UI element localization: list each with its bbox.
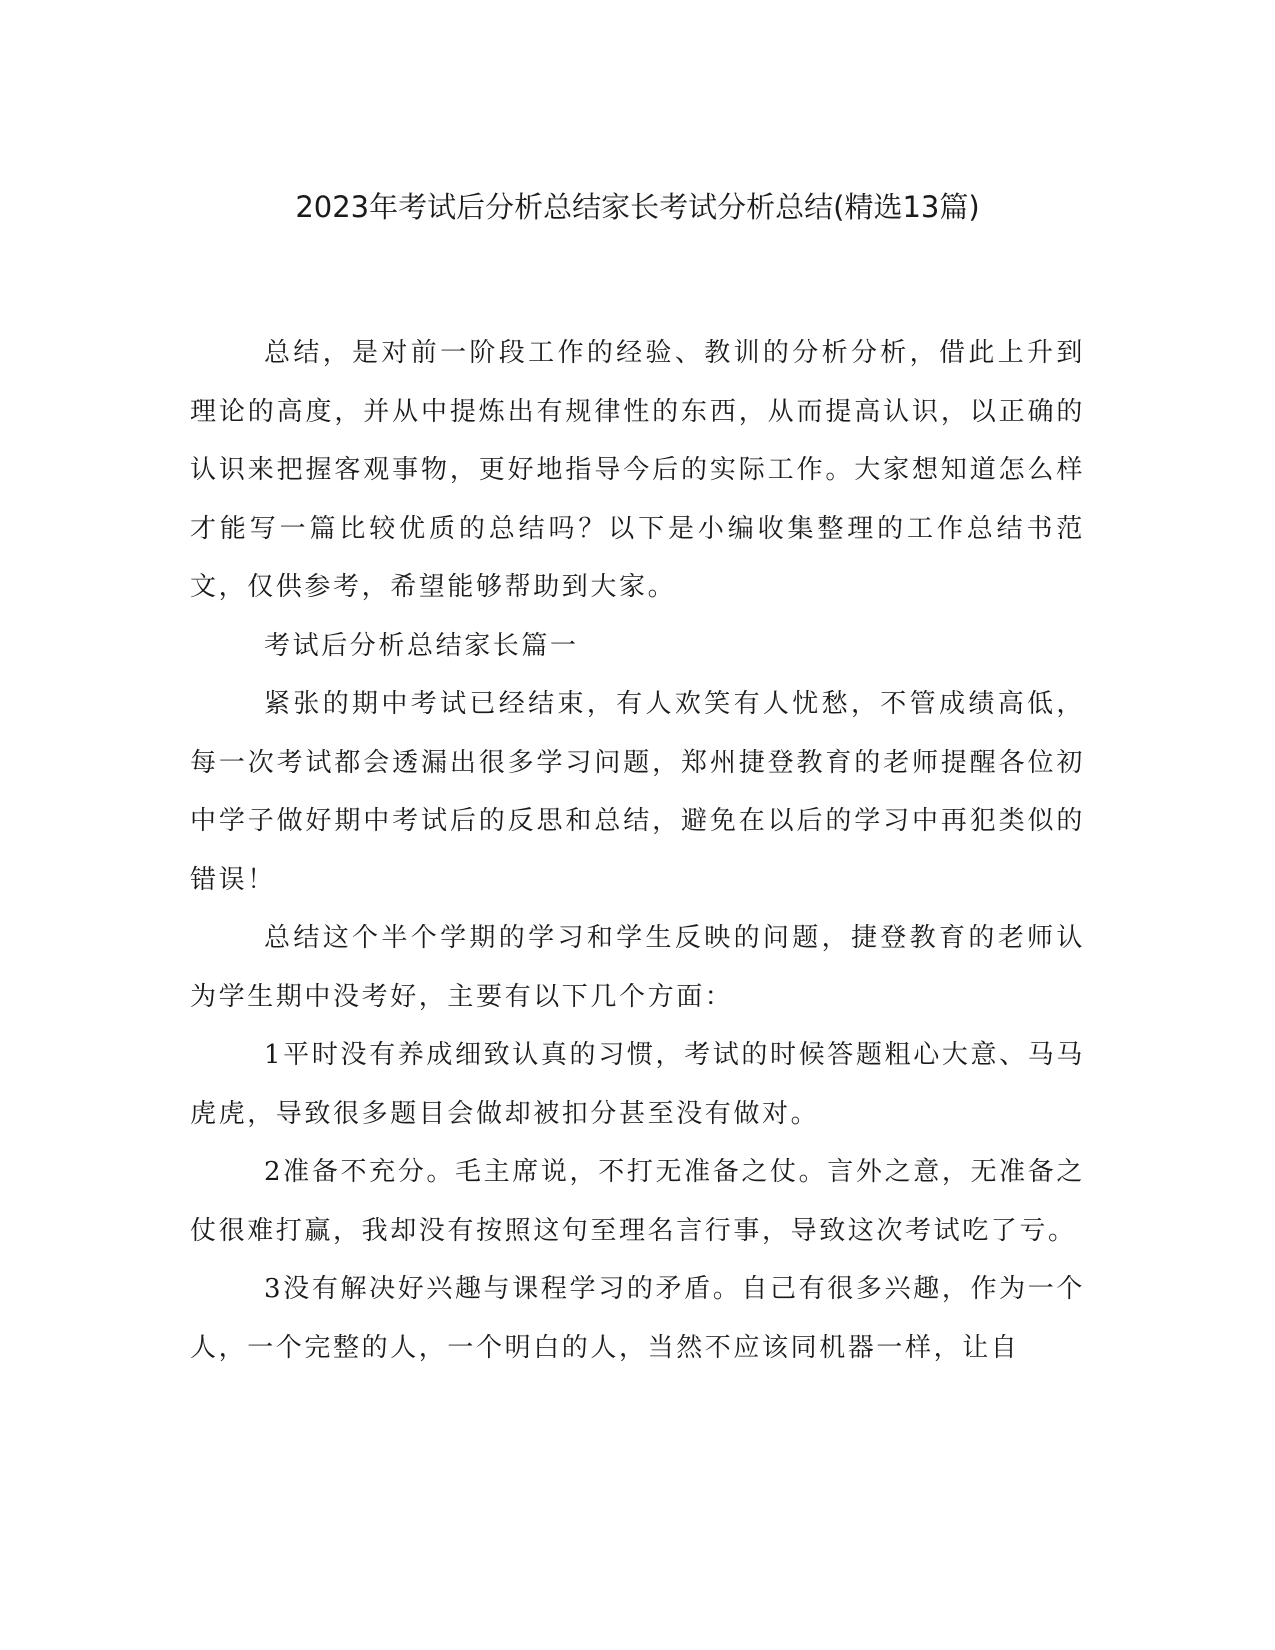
- paragraph-reason-2: 2准备不充分。毛主席说，不打无准备之仗。言外之意，无准备之仗很难打赢，我却没有按照这句至理名言行事，导致这次考试吃了亏。: [190, 1157, 1085, 1246]
- paragraph-reason-3: 3没有解决好兴趣与课程学习的矛盾。自己有很多兴趣，作为一个人，一个完整的人，一个明白的人，当然不应该同机器一样，让自: [190, 1274, 1085, 1363]
- paragraph-exam-ended: 紧张的期中考试已经结束，有人欢笑有人忧愁，不管成绩高低，每一次考试都会透漏出很多学习问题，郑州捷登教育的老师提醒各位初中学子做好期中考试后的反思和总结，避免在以后的学习中再犯类似的错误！: [190, 689, 1085, 895]
- paragraph-summary-reasons: 总结这个半个学期的学习和学生反映的问题，捷登教育的老师认为学生期中没考好，主要有以下几个方面：: [190, 923, 1085, 1012]
- section-heading-part-one: 考试后分析总结家长篇一: [264, 630, 579, 661]
- paragraph-reason-1: 1平时没有养成细致认真的习惯，考试的时候答题粗心大意、马马虎虎，导致很多题目会做却被扣分甚至没有做对。: [190, 1040, 1085, 1129]
- paragraph-intro: 总结，是对前一阶段工作的经验、教训的分析分析，借此上升到理论的高度，并从中提炼出有规律性的东西，从而提高认识，以正确的认识来把握客观事物，更好地指导今后的实际工作。大家想知道怎么样才能写一篇比较优质的总结吗？以下是小编收集整理的工作总结书范文，仅供参考，希望能够帮助到大家。: [190, 338, 1085, 602]
- document-body: [190, 324, 1085, 1377]
- document-title: 2023年考试后分析总结家长考试分析总结(精选13篇): [295, 190, 980, 224]
